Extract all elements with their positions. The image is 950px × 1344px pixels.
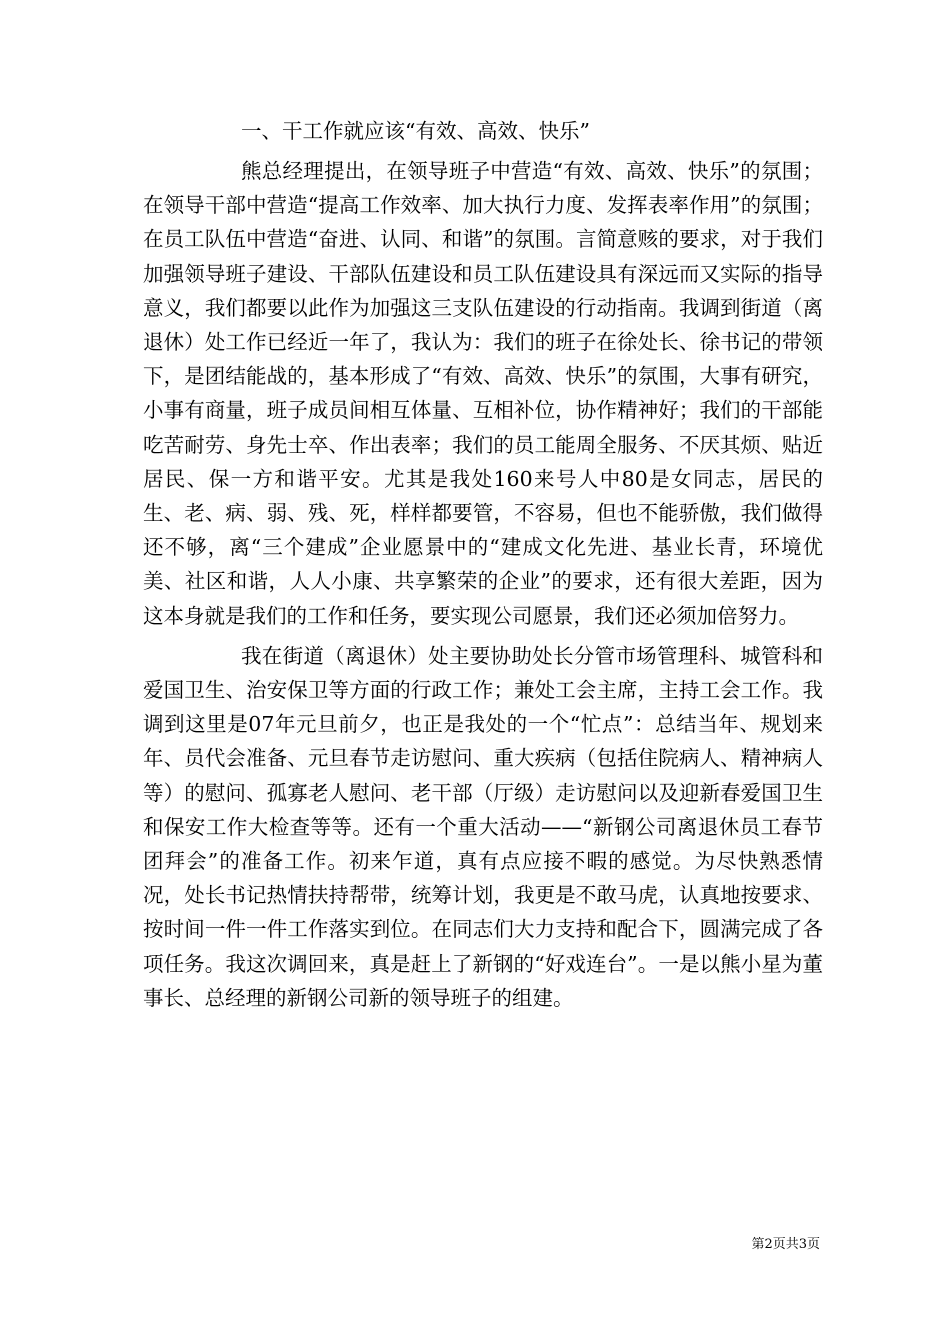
paragraph-1: 熊总经理提出，在领导班子中营造“有效、高效、快乐”的氛围；在领导干部中营造“提高工作效率、加大执行力度、发挥表率作用”的氛围；在员工队伍中营造“奋进、认同、和谐”的氛围。言简意赅的要求，对于我们加强领导班子建设、干部队伍建设和员工队伍建设具有深远而又实际的指导意义，我们都要以此作为加强这三支队伍建设的行动指南。我调到街道（离退休）处工作已经近一年了，我认为：我们的班子在徐处长、徐书记的带领下，是团结能战的，基本形成了“有效、高效、快乐”的氛围，大事有研究，小事有商量，班子成员间相互体量、互相补位，协作精神好；我们的干部能吃苦耐劳、身先士卒、作出表率；我们的员工能周全服务、不厌其烦、贴近居民、保一方和谐平安。尤其是我处160来号人中80是女同志，居民的生、老、病、弱、残、死，样样都要管，不容易，但也不能骄傲，我们做得还不够，离“三个建成”企业愿景中的“建成文化先进、基业长青，环境优美、社区和谐，人人小康、共享繁荣的企业”的要求，还有很大差距，因为这本身就是我们的工作和任务，要实现公司愿景，我们还必须加倍努力。 (143, 159, 823, 628)
document-body (143, 114, 823, 1015)
paragraph-2: 我在街道（离退休）处主要协助处长分管市场管理科、城管科和爱国卫生、治安保卫等方面的行政工作；兼处工会主席，主持工会工作。我调到这里是07年元旦前夕，也正是我处的一个“忙点”：总结当年、规划来年、员代会准备、元旦春节走访慰问、重大疾病（包括住院病人、精神病人等）的慰问、孤寡老人慰问、老干部（厅级）走访慰问以及迎新春爱国卫生和保安工作大检查等等。还有一个重大活动——“新钢公司离退休员工春节团拜会”的准备工作。初来乍道，真有点应接不暇的感觉。为尽快熟悉情况，处长书记热情扶持帮带，统筹计划，我更是不敢马虎，认真地按要求、按时间一件一件工作落实到位。在同志们大力支持和配合下，圆满完成了各项任务。我这次调回来，真是赶上了新钢的“好戏连台”。一是以熊小星为董事长、总经理的新钢公司新的领导班子的组建。 (143, 643, 823, 1010)
section-heading: 一、干工作就应该“有效、高效、快乐” (241, 119, 590, 143)
page-number: 第2页共3页 (751, 1237, 820, 1252)
